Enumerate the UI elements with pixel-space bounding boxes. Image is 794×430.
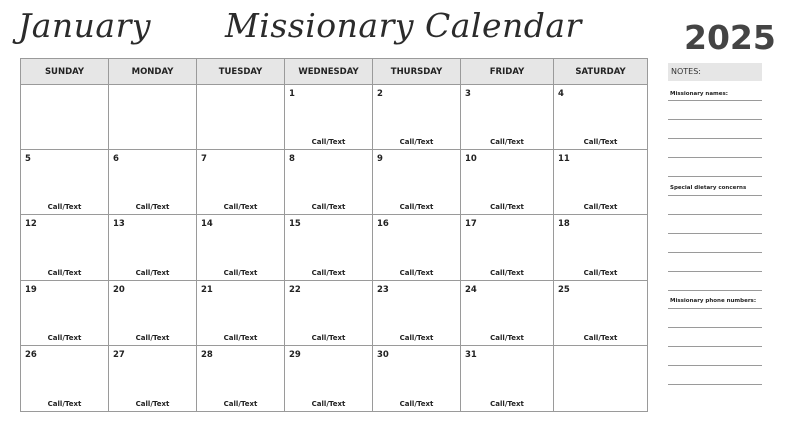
date-number: 6	[113, 154, 119, 165]
day-cell[interactable]	[373, 215, 461, 280]
call-text-label: Call/Text	[223, 268, 258, 277]
date-number: 10	[465, 154, 477, 165]
date-number: 5	[25, 154, 31, 165]
day-cell[interactable]	[285, 215, 373, 280]
day-cell[interactable]	[285, 281, 373, 346]
call-text-label: Call/Text	[311, 268, 346, 277]
date-number: 22	[289, 284, 301, 295]
call-text-label: Call/Text	[399, 138, 434, 147]
calendar-title: Missionary Calendar	[225, 6, 582, 45]
call-text-label: Call/Text	[490, 138, 524, 147]
call-text-label: Call/Text	[135, 333, 170, 342]
day-cell[interactable]	[373, 281, 461, 346]
note-line[interactable]	[668, 157, 762, 158]
weekday-header: THURSDAY	[373, 59, 461, 85]
note-line[interactable]	[668, 233, 762, 234]
day-cell[interactable]	[554, 281, 647, 346]
date-number: 17	[465, 219, 477, 230]
calendar-grid	[20, 58, 648, 412]
month-title: January	[18, 6, 152, 45]
day-cell[interactable]	[461, 215, 554, 280]
call-text-label: Call/Text	[490, 399, 524, 408]
call-text-label: Call/Text	[47, 333, 82, 342]
day-cell[interactable]	[109, 215, 197, 280]
date-number: 23	[377, 284, 389, 295]
note-line[interactable]	[668, 308, 762, 309]
day-cell[interactable]	[461, 346, 554, 411]
call-text-label: Call/Text	[47, 268, 82, 277]
call-text-label: Call/Text	[47, 203, 82, 212]
call-text-label: Call/Text	[583, 268, 618, 277]
date-number: 16	[377, 219, 389, 230]
date-number: 18	[558, 219, 570, 230]
note-line[interactable]	[668, 271, 762, 272]
day-cell[interactable]	[285, 85, 373, 150]
day-cell[interactable]	[197, 150, 285, 215]
date-number: 19	[25, 284, 37, 295]
day-cell[interactable]	[285, 346, 373, 411]
date-number: 25	[558, 284, 570, 295]
weekday-header: MONDAY	[109, 59, 197, 85]
call-text-label: Call/Text	[399, 399, 434, 408]
day-cell[interactable]	[109, 150, 197, 215]
note-line[interactable]	[668, 100, 762, 101]
note-line[interactable]	[668, 119, 762, 120]
day-cell[interactable]	[21, 150, 109, 215]
phone-numbers-label: Missionary phone numbers:	[670, 298, 757, 304]
note-line[interactable]	[668, 195, 762, 196]
date-number: 31	[465, 349, 477, 360]
call-text-label: Call/Text	[583, 203, 618, 212]
day-cell[interactable]	[373, 346, 461, 411]
note-line[interactable]	[668, 346, 762, 347]
date-number: 7	[201, 154, 207, 165]
call-text-label: Call/Text	[490, 333, 524, 342]
call-text-label: Call/Text	[399, 203, 434, 212]
call-text-label: Call/Text	[135, 399, 170, 408]
day-cell[interactable]	[554, 150, 647, 215]
date-number: 27	[113, 349, 125, 360]
call-text-label: Call/Text	[399, 333, 434, 342]
missionary-names-label: Missionary names:	[670, 91, 728, 97]
note-line[interactable]	[668, 327, 762, 328]
date-number: 4	[558, 89, 564, 99]
call-text-label: Call/Text	[135, 268, 170, 277]
day-cell[interactable]	[461, 85, 554, 150]
day-cell[interactable]	[554, 85, 647, 150]
date-number: 29	[289, 349, 301, 360]
day-cell[interactable]	[197, 281, 285, 346]
call-text-label: Call/Text	[223, 333, 258, 342]
note-line[interactable]	[668, 176, 762, 177]
call-text-label: Call/Text	[311, 333, 346, 342]
day-cell[interactable]	[461, 150, 554, 215]
empty-cell	[197, 85, 285, 150]
call-text-label: Call/Text	[135, 203, 170, 212]
day-cell[interactable]	[461, 281, 554, 346]
date-number: 13	[113, 219, 125, 230]
day-cell[interactable]	[197, 346, 285, 411]
weekday-header: SUNDAY	[21, 59, 109, 85]
date-number: 15	[289, 219, 301, 230]
empty-cell	[21, 85, 109, 150]
date-number: 20	[113, 284, 125, 295]
date-number: 14	[201, 219, 213, 230]
note-line[interactable]	[668, 252, 762, 253]
note-line[interactable]	[668, 384, 762, 385]
notes-panel	[668, 63, 762, 81]
day-cell[interactable]	[21, 215, 109, 280]
day-cell[interactable]	[373, 150, 461, 215]
date-number: 12	[25, 219, 37, 230]
weekday-header: FRIDAY	[461, 59, 554, 85]
date-number: 30	[377, 349, 389, 360]
weekday-header: TUESDAY	[197, 59, 285, 85]
weekday-header: WEDNESDAY	[285, 59, 373, 85]
call-text-label: Call/Text	[490, 203, 524, 212]
date-number: 9	[377, 154, 383, 165]
day-cell[interactable]	[554, 215, 647, 280]
call-text-label: Call/Text	[311, 399, 346, 408]
day-cell[interactable]	[109, 346, 197, 411]
call-text-label: Call/Text	[399, 268, 434, 277]
call-text-label: Call/Text	[47, 399, 82, 408]
year-label: 2025	[684, 18, 776, 57]
day-cell[interactable]	[373, 85, 461, 150]
call-text-label: Call/Text	[490, 268, 524, 277]
dietary-concerns-label: Special dietary concerns	[670, 185, 747, 191]
date-number: 28	[201, 349, 213, 360]
date-number: 24	[465, 284, 477, 295]
date-number: 8	[289, 154, 295, 165]
day-cell[interactable]	[21, 281, 109, 346]
date-number: 26	[25, 349, 37, 360]
note-line[interactable]	[668, 365, 762, 366]
day-cell[interactable]	[21, 346, 109, 411]
date-number: 21	[201, 284, 213, 295]
call-text-label: Call/Text	[311, 138, 346, 147]
call-text-label: Call/Text	[311, 203, 346, 212]
call-text-label: Call/Text	[583, 138, 618, 147]
date-number: 2	[377, 89, 383, 99]
day-cell[interactable]	[197, 215, 285, 280]
day-cell[interactable]	[109, 281, 197, 346]
call-text-label: Call/Text	[583, 333, 618, 342]
day-cell[interactable]	[285, 150, 373, 215]
note-line[interactable]	[668, 214, 762, 215]
call-text-label: Call/Text	[223, 203, 258, 212]
note-line[interactable]	[668, 138, 762, 139]
empty-cell	[554, 346, 647, 411]
empty-cell	[109, 85, 197, 150]
note-line[interactable]	[668, 290, 762, 291]
date-number: 11	[558, 154, 570, 165]
date-number: 3	[465, 89, 471, 99]
date-number: 1	[289, 89, 295, 99]
notes-heading: NOTES:	[668, 63, 762, 81]
call-text-label: Call/Text	[223, 399, 258, 408]
weekday-header: SATURDAY	[554, 59, 647, 85]
